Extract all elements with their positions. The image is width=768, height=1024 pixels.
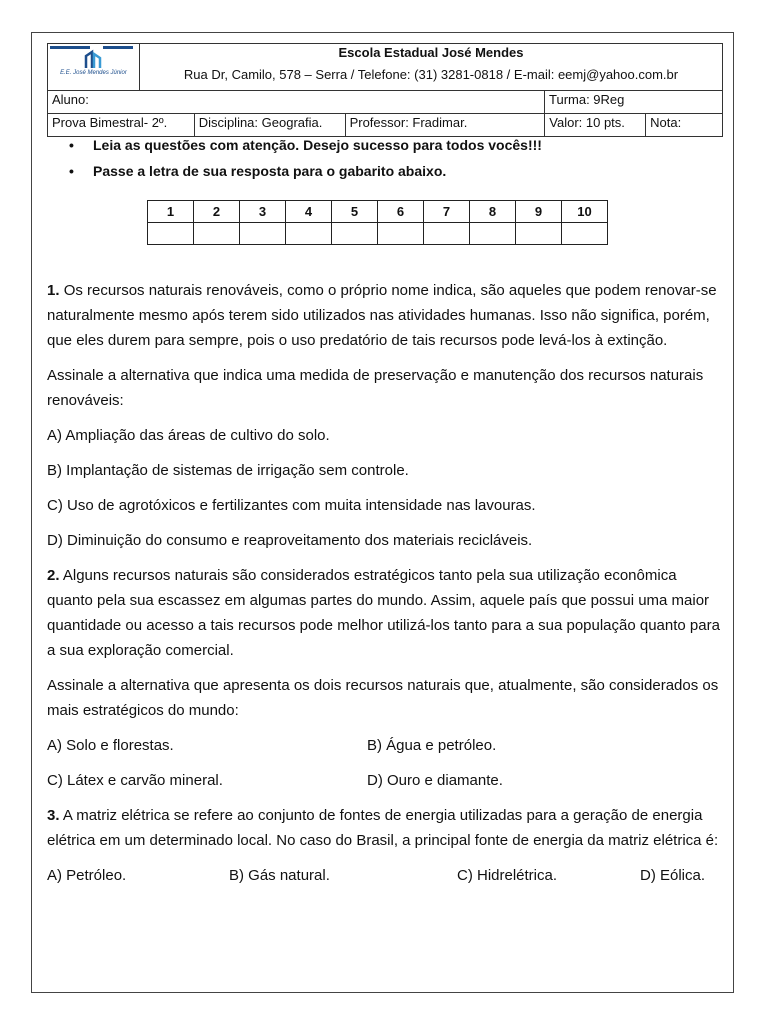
answer-key-number: 5 [332,201,378,223]
professor-field: Professor: Fradimar. [345,113,546,137]
question-2-options-row-2 [47,768,723,793]
answer-key-table [147,200,608,245]
instruction-item: • Leia as questões com atenção. Desejo sucesso para todos vocês!!! [69,138,542,164]
question-2-options-row-1 [47,733,723,758]
disciplina-field: Disciplina: Geografia. [194,113,346,137]
answer-key-cell[interactable] [332,223,378,245]
question-1-text [47,278,723,353]
prova-field: Prova Bimestral- 2º. [47,113,195,137]
question-1-prompt: Assinale a alternativa que indica uma medida de preservação e manutenção dos recursos naturais renováveis: [47,367,704,409]
question-body: Alguns recursos naturais são considerados estratégicos tanto pela sua utilização econômica quanto pela sua escassez em algumas partes do mundo. Assim, aquele país que possui uma maior quantidade ou acesso a tais recursos pode melhor utilizá-los tanto para a sua população quanto para a sua exploração comercial. [47,567,720,659]
answer-key-answers-row [148,223,608,245]
answer-key-cell[interactable] [148,223,194,245]
answer-key-number: 9 [516,201,562,223]
student-row [47,90,723,114]
question-2-option-c: C) Látex e carvão mineral. [47,772,223,789]
answer-key-numbers-row [148,201,608,223]
school-logo [48,44,139,90]
answer-key-cell[interactable] [194,223,240,245]
question-number: 3. [47,807,60,824]
question-3-text [47,803,723,853]
valor-field: Valor: 10 pts. [544,113,646,137]
question-1-option-b: B) Implantação de sistemas de irrigação sem controle. [47,462,409,479]
exam-info-row [47,113,723,137]
question-body: A matriz elétrica se refere ao conjunto de fontes de energia utilizadas para a geração de energia elétrica em um determinado local. No caso do Brasil, a principal fonte de energia da matriz elétrica é: [47,807,719,849]
answer-key-number: 6 [378,201,424,223]
instructions-list [69,138,542,190]
question-3-option-c: C) Hidrelétrica. [457,867,558,884]
answer-key-cell[interactable] [516,223,562,245]
question-3-option-b: B) Gás natural. [229,867,330,884]
answer-key-cell[interactable] [286,223,332,245]
answer-key-number: 10 [562,201,608,223]
answer-key-cell[interactable] [562,223,608,245]
answer-key-cell[interactable] [470,223,516,245]
answer-key-number: 1 [148,201,194,223]
answer-key-cell[interactable] [240,223,286,245]
answer-key-cell[interactable] [424,223,470,245]
school-header [139,43,723,91]
question-body: Os recursos naturais renováveis, como o próprio nome indica, são aqueles que podem renovar-se naturalmente mesmo após terem sido utilizados nas atividades humanas. Isso não significa, porém, que eles durem para sempre, pois o uso predatório de tais recursos pode levá-los à extinção. [47,282,717,349]
question-2-option-b: B) Água e petróleo. [367,737,497,754]
school-address: Rua Dr, Camilo, 578 – Serra / Telefone: (31) 3281-0818 / E-mail: eemj@yahoo.com.br [183,67,679,82]
question-3-options [47,863,723,888]
aluno-field: Aluno: [47,90,545,114]
question-number: 1. [47,282,60,299]
nota-field: Nota: [645,113,723,137]
question-2-option-a: A) Solo e florestas. [47,737,174,754]
question-2-prompt: Assinale a alternativa que apresenta os dois recursos naturais que, atualmente, são considerados os mais estratégicos do mundo: [47,677,719,719]
question-3-option-d: D) Eólica. [640,867,706,884]
question-1-option-c: C) Uso de agrotóxicos e fertilizantes com muita intensidade nas lavouras. [47,497,536,514]
question-2-text [47,563,723,663]
school-logo-box [47,43,140,91]
answer-key-number: 2 [194,201,240,223]
answer-key-number: 7 [424,201,470,223]
answer-key-number: 8 [470,201,516,223]
answer-key-number: 3 [240,201,286,223]
instruction-item: • Passe a letra de sua resposta para o gabarito abaixo. [69,164,542,190]
logo-caption: E.E. José Mendes Júnior [60,70,127,76]
turma-field: Turma: 9Reg [544,90,723,114]
question-2-option-d: D) Ouro e diamante. [367,772,503,789]
question-number: 2. [47,567,60,584]
school-name: Escola Estadual José Mendes [338,45,524,60]
answer-key-cell[interactable] [378,223,424,245]
question-3-option-a: A) Petróleo. [47,867,127,884]
question-1-option-d: D) Diminuição do consumo e reaproveitamento dos materiais recicláveis. [47,532,533,549]
questions [47,278,723,888]
answer-key-number: 4 [286,201,332,223]
question-1-option-a: A) Ampliação das áreas de cultivo do solo. [47,427,330,444]
